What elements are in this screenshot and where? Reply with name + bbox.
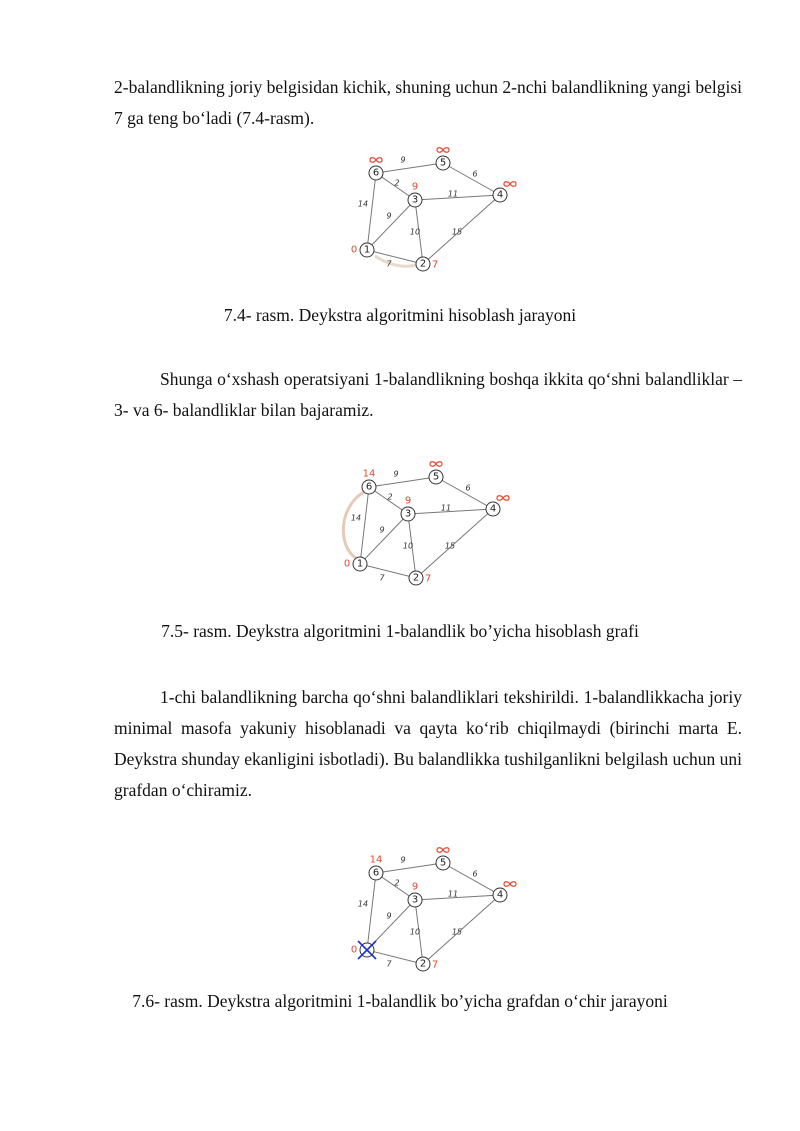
node-label-4: 4 — [496, 189, 504, 201]
edge-weight-5-6: 9 — [400, 855, 406, 865]
edge-1-6 — [367, 873, 376, 950]
edge-1-3 — [367, 200, 415, 250]
distance-label-1: 0 — [350, 244, 358, 256]
caption-7-4: 7.4- rasm. Deykstra algoritmini hisoblash jarayoni — [223, 305, 577, 325]
edge-weight-3-6: 2 — [387, 492, 393, 502]
edge-weight-3-4: 11 — [440, 503, 452, 513]
edge-weight-5-6: 9 — [400, 155, 406, 165]
node-label-5: 5 — [439, 857, 447, 869]
node-label-6: 6 — [372, 867, 380, 879]
distance-label-6: 14 — [369, 854, 383, 866]
node-label-5: 5 — [432, 471, 440, 483]
edge-weight-2-3: 10 — [402, 541, 414, 551]
edge-1-6 — [360, 487, 369, 564]
distance-label-4 — [504, 182, 516, 187]
graph-svg — [338, 462, 513, 592]
node-label-3: 3 — [411, 194, 419, 206]
edge-weight-1-6: 14 — [357, 899, 369, 909]
node-label-5: 5 — [439, 157, 447, 169]
node-label-4: 4 — [496, 889, 504, 901]
edge-weight-1-6: 14 — [350, 513, 362, 523]
caption-7-6: 7.6- rasm. Deykstra algoritmini 1-balandlik bo’yicha grafdan o‘chir jarayoni — [132, 991, 668, 1011]
edge-weight-1-2: 7 — [386, 959, 392, 969]
node-label-3: 3 — [404, 508, 412, 520]
edge-weight-2-3: 10 — [409, 227, 421, 237]
distance-label-4 — [497, 496, 509, 501]
edge-1-6 — [367, 173, 376, 250]
distance-label-3: 9 — [404, 495, 412, 507]
paragraph-2: Shunga o‘xshash operatsiyani 1-balandlikning boshqa ikkita qo‘shni balandliklar – 3- va 6- balandliklar bilan bajaramiz. — [114, 369, 742, 420]
paragraph-1: 2-balandlikning joriy belgisidan kichik, shuning uchun 2-nchi balandlikning yangi belgisi 7 ga teng bo‘ladi (7.4-rasm). — [114, 77, 742, 128]
edge-1-2 — [360, 564, 416, 578]
distance-label-2: 7 — [431, 959, 439, 971]
distance-label-3: 9 — [411, 881, 419, 893]
node-label-3: 3 — [411, 894, 419, 906]
node-label-6: 6 — [365, 481, 373, 493]
node-label-1: 1 — [363, 244, 371, 256]
edge-5-6 — [376, 163, 443, 173]
edge-5-6 — [369, 477, 436, 487]
relaxation-arc — [343, 492, 364, 558]
graph-svg — [345, 848, 520, 978]
edge-weight-3-4: 11 — [447, 189, 459, 199]
distance-label-5 — [437, 848, 449, 853]
edge-5-6 — [376, 863, 443, 873]
distance-label-5 — [430, 462, 442, 467]
edge-weight-1-3: 9 — [386, 211, 392, 221]
caption-7-5: 7.5- rasm. Deykstra algoritmini 1-balandlik bo’yicha hisoblash grafi — [161, 621, 639, 641]
edge-weight-1-2: 7 — [386, 259, 392, 269]
edge-weight-1-3: 9 — [386, 911, 392, 921]
distance-label-6: 14 — [362, 468, 376, 480]
distance-label-2: 7 — [431, 259, 439, 271]
node-label-1: 1 — [356, 558, 364, 570]
edge-weight-3-6: 2 — [394, 178, 400, 188]
node-label-4: 4 — [489, 503, 497, 515]
distance-label-1: 0 — [343, 558, 351, 570]
edge-weight-2-4: 15 — [451, 227, 463, 237]
node-label-2: 2 — [419, 958, 427, 970]
distance-label-4 — [504, 882, 516, 887]
edge-weight-2-3: 10 — [409, 927, 421, 937]
edge-weight-1-6: 14 — [357, 199, 369, 209]
edge-weight-1-2: 7 — [379, 573, 385, 583]
paragraph-3: 1-chi balandlikning barcha qo‘shni balandliklari tekshirildi. 1-balandlikkacha joriy minimal masofa yakuniy hisoblanadi va qayta ko‘rib chiqilmaydi (birinchi marta E. Deykstra shunday ekanligini isbotladi). Bu balandlikka tushilganlikni belgilash uchun uni grafdan o‘chiramiz. — [114, 687, 742, 800]
edge-weight-3-6: 2 — [394, 878, 400, 888]
edge-weight-2-4: 15 — [444, 541, 456, 551]
edge-1-3 — [360, 514, 408, 564]
node-label-2: 2 — [419, 258, 427, 270]
distance-label-3: 9 — [411, 181, 419, 193]
edge-weight-3-4: 11 — [447, 889, 459, 899]
node-label-2: 2 — [412, 572, 420, 584]
graph-figure-7-4 — [345, 148, 520, 278]
node-label-6: 6 — [372, 167, 380, 179]
edge-weight-4-5: 6 — [472, 169, 478, 179]
graph-figure-7-5 — [338, 462, 513, 592]
edge-weight-4-5: 6 — [472, 869, 478, 879]
distance-label-6 — [370, 158, 382, 163]
distance-label-5 — [437, 148, 449, 153]
distance-label-1: 0 — [350, 944, 358, 956]
graph-figure-7-6 — [345, 848, 520, 978]
edge-weight-2-4: 15 — [451, 927, 463, 937]
edge-1-2 — [367, 950, 423, 964]
edge-weight-4-5: 6 — [465, 483, 471, 493]
distance-label-2: 7 — [424, 573, 432, 585]
edge-weight-1-3: 9 — [379, 525, 385, 535]
graph-svg — [345, 148, 520, 278]
edge-weight-5-6: 9 — [393, 469, 399, 479]
